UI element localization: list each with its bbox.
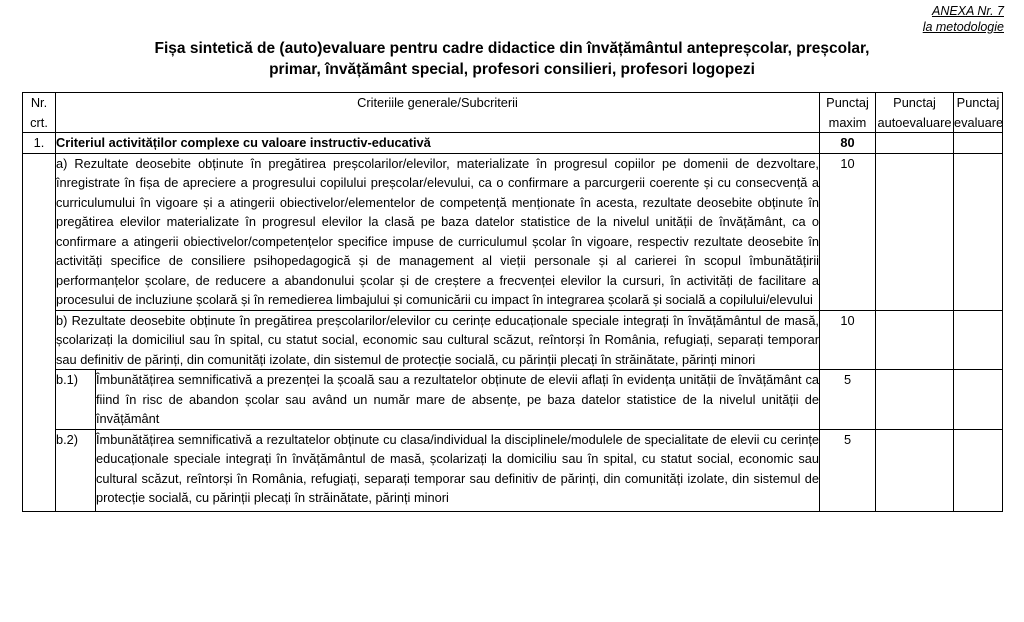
subcriterion-a-text: a) Rezultate deosebite obținute în pregătirea preșcolarilor/elevilor, materializate în progresul copiilor pe domenii de dezvoltare, înregistrate în fișa de apreciere a progresului copilului preșcolar/elevului, ca o confirmare a parcurgerii coerente și cu consecvență a curriculumului în vigoare și a atingerii obiectivelor/elementelor de competență menționate în acesta, rezultate deosebite obținute în pregătirea elevilor materializate în progresul elevilor la clasă pe baza datelor statistice de la nivelul unității de învățământ, ca o confirmare a atingerii obiectivelor/competențelor specifice impuse de curriculumul școlar în vigoare, respectiv rezultate deosebite în activități specifice de consiliere psihopedagogică și de management al vieții personale și al carierei în scopul îmbunătățirii performanțelor școlare, de reducere a abandonului școlar și de creștere a frecvenței elevilor la cursuri, în activități de facilitare a procesului de incluziune școlară și în remedierea limbajului și comunicării cu impact în integrarea școlară și socială a copilului/elevului [56, 153, 820, 310]
evaluation-table [22, 92, 1003, 512]
table-row [23, 310, 1003, 370]
subcriterion-b-self-score-cell[interactable] [876, 310, 954, 370]
subcriterion-b1-self-score-cell[interactable] [876, 370, 954, 430]
subcriterion-b-max-points: 10 [820, 310, 876, 370]
subcriterion-b2-eval-score-cell[interactable] [954, 429, 1003, 511]
subcriterion-a-self-score-cell[interactable] [876, 153, 954, 310]
subcriterion-b1-eval-score-cell[interactable] [954, 370, 1003, 430]
table-header-row [23, 93, 1003, 133]
page-title [30, 38, 994, 80]
criterion-title: Criteriul activităților complexe cu valoare instructiv-educativă [56, 133, 820, 154]
criterion-number: 1. [23, 133, 56, 154]
annex-methodology: la metodologie [922, 20, 1004, 34]
header-nr-crt: Nr. crt. [23, 93, 56, 133]
subcriterion-b1-max-points: 5 [820, 370, 876, 430]
table-row [23, 153, 1003, 310]
header-max-points: Punctaj maxim [820, 93, 876, 133]
subcriterion-b2-text: Îmbunătățirea semnificativă a rezultatelor obținute cu clasa/individual la disciplinele/modulele de specialitate de elevii cu cerințe educaționale speciale integrați în învățământul de masă, școlarizați la domiciliu sau în spital, cu statut social, economic sau cultural scăzut, reîntorși în România, refugiați, separați temporar sau definitiv de părinți, din comunități izolate, din sistemul de protecție socială, cu părinții plecați în străinătate, părinți minori [96, 429, 820, 511]
subcriterion-a-eval-score-cell[interactable] [954, 153, 1003, 310]
annex-reference [923, 3, 1004, 35]
criterion-max-points: 80 [820, 133, 876, 154]
criterion-self-score-cell[interactable] [876, 133, 954, 154]
criterion-row [23, 133, 1003, 154]
subcriterion-b2-label: b.2) [56, 429, 96, 511]
title-line-2: primar, învățământ special, profesori consilieri, profesori logopezi [269, 61, 755, 78]
number-column-spacer [23, 153, 56, 511]
header-criteria: Criteriile generale/Subcriterii [56, 93, 820, 133]
title-line-1: Fișa sintetică de (auto)evaluare pentru cadre didactice din învățământul antepreșcolar, preșcolar, [154, 40, 870, 57]
subcriterion-b1-label: b.1) [56, 370, 96, 430]
subcriterion-b2-self-score-cell[interactable] [876, 429, 954, 511]
subcriterion-b-eval-score-cell[interactable] [954, 310, 1003, 370]
subcriterion-b2-max-points: 5 [820, 429, 876, 511]
subcriterion-a-max-points: 10 [820, 153, 876, 310]
subcriterion-b1-text: Îmbunătățirea semnificativă a prezenței la școală sau a rezultatelor obținute de elevii aflați în evidența unității de învățământ ca fiind în risc de abandon școlar sau având un număr mare de absențe, pe baza datelor statistice de la nivelul unității de învățământ [96, 370, 820, 430]
header-evaluation: Punctaj evaluare [954, 93, 1003, 133]
annex-number: ANEXA Nr. 7 [931, 4, 1004, 18]
subcriterion-b-text: b) Rezultate deosebite obținute în pregătirea preșcolarilor/elevilor cu cerințe educaționale speciale integrați în învățământul de masă, școlarizați la domiciliul sau în spital, cu statut social, economic sau cultural scăzut, reîntorși în România, refugiați, separați temporar sau definitiv de părinți, din comunități izolate, din sistemul de protecție socială, cu părinții plecați în străinătate, părinți minori [56, 310, 820, 370]
criterion-eval-score-cell[interactable] [954, 133, 1003, 154]
table-row [23, 429, 1003, 511]
table-row [23, 370, 1003, 430]
header-self-evaluation: Punctaj autoevaluare [876, 93, 954, 133]
